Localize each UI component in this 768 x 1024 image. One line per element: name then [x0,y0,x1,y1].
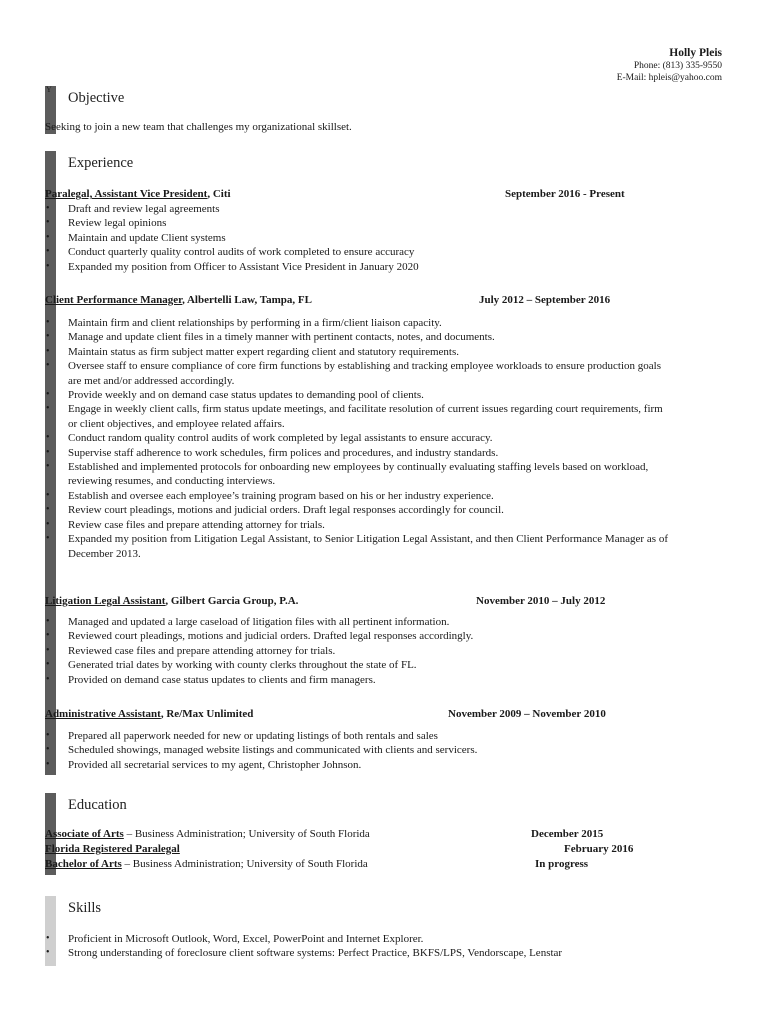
job-duties-list [45,615,668,687]
list-item: • Maintain firm and client relationships by performing in a firm/client liaison capacity. [45,316,668,330]
list-item: • Managed and updated a large caseload of litigation files with all pertinent information. [45,615,668,629]
list-item: • Establish and oversee each employee’s training program based on his or her industry experience. [45,489,668,503]
list-item: • Supervise staff adherence to work schedules, firm polices and procedures, and industry standards. [45,446,668,460]
email-address: E-Mail: hpleis@yahoo.com [616,73,722,83]
phone-number: Phone: (813) 335-9550 [633,61,722,71]
job-duties-list [45,316,668,561]
list-item: • Provided all secretarial services to my agent, Christopher Johnson. [45,758,668,772]
section-bar-mark: Y [46,85,52,94]
job-employer: , Albertelli Law, Tampa, FL [182,294,312,306]
job-duties-list [45,202,668,274]
job-title: Administrative Assistant [45,708,161,720]
list-item: • Oversee staff to ensure compliance of core firm functions by establishing and tracking employee workloads to ensure production goals are met and/or addressed accordingly. [45,359,668,388]
list-item: • Review court pleadings, motions and judicial orders. Draft legal responses accordingly for council. [45,503,668,517]
job-title: Paralegal, Assistant Vice President [45,188,208,200]
job-dates: July 2012 – September 2016 [479,294,611,306]
degree-name: Associate of Arts [45,828,124,840]
list-item: • Provided on demand case status updates to clients and firm managers. [45,673,668,687]
list-item: • Reviewed case files and prepare attending attorney for trials. [45,644,668,658]
list-item: • Maintain and update Client systems [45,231,668,245]
job-header [45,187,665,201]
job-dates: November 2010 – July 2012 [476,595,606,607]
job-header [45,293,665,307]
job-employer: , Gilbert Garcia Group, P.A. [165,595,299,607]
list-item: • Established and implemented protocols for onboarding new employees by continually evaluating staffing levels based on workload, reviewing resumes, and conducting interviews. [45,460,668,489]
list-item: • Draft and review legal agreements [45,202,668,216]
objective-heading: Objective [68,90,125,106]
job-title: Litigation Legal Assistant [45,595,166,607]
education-dates: February 2016 [564,843,634,855]
job-dates: November 2009 – November 2010 [448,708,606,720]
education-heading: Education [68,797,127,813]
job-dates: September 2016 - Present [505,188,625,200]
list-item: • Reviewed court pleadings, motions and judicial orders. Drafted legal responses accordingly. [45,629,668,643]
list-item: • Review case files and prepare attending attorney for trials. [45,518,668,532]
degree-detail: – Business Administration; University of South Florida [121,858,368,870]
list-item: • Conduct random quality control audits of work completed by legal assistants to ensure accuracy. [45,431,668,445]
contact-block [617,46,722,84]
skills-heading: Skills [68,900,102,916]
list-item: • Provide weekly and on demand case status updates to demanding pool of clients. [45,388,668,402]
degree-detail: – Business Administration; University of South Florida [123,828,370,840]
job-employer: , Re/Max Unlimited [160,708,254,720]
education-dates: December 2015 [531,828,604,840]
education-entry [45,827,665,841]
job-header [45,707,665,721]
objective-text: Seeking to join a new team that challenges my organizational skillset. [45,121,352,133]
degree-name: Bachelor of Arts [45,858,122,870]
list-item: • Conduct quarterly quality control audits of work completed to ensure accuracy [45,245,668,259]
degree-name: Florida Registered Paralegal [45,843,180,855]
list-item: • Proficient in Microsoft Outlook, Word, Excel, PowerPoint and Internet Explorer. [45,932,695,946]
list-item: • Manage and update client files in a timely manner with pertinent contacts, notes, and documents. [45,330,668,344]
list-item: • Review legal opinions [45,216,668,230]
job-duties-list [45,729,668,772]
experience-heading: Experience [68,155,134,171]
skills-list [45,932,695,961]
job-employer: , Citi [207,188,231,200]
list-item: • Expanded my position from Officer to Assistant Vice President in January 2020 [45,260,668,274]
candidate-name: Holly Pleis [669,47,722,59]
job-header [45,594,665,608]
list-item: • Scheduled showings, managed website listings and communicated with clients and servicers. [45,743,668,757]
list-item: • Engage in weekly client calls, firm status update meetings, and facilitate resolution of current issues regarding court requirements, firm or client objectives, and employee related affairs. [45,402,668,431]
education-entry [45,857,665,871]
education-entry [45,842,665,856]
list-item: • Generated trial dates by working with county clerks throughout the state of FL. [45,658,668,672]
job-title: Client Performance Manager [45,294,183,306]
list-item: • Maintain status as firm subject matter expert regarding client and statutory requirements. [45,345,668,359]
list-item: • Strong understanding of foreclosure client software systems: Perfect Practice, BKFS/LPS, Vendorscape, Lenstar [45,946,695,960]
list-item: • Expanded my position from Litigation Legal Assistant, to Senior Litigation Legal Assistant, and then Client Performance Manager as of December 2013. [45,532,668,561]
education-dates: In progress [535,858,589,870]
list-item: • Prepared all paperwork needed for new or updating listings of both rentals and sales [45,729,668,743]
